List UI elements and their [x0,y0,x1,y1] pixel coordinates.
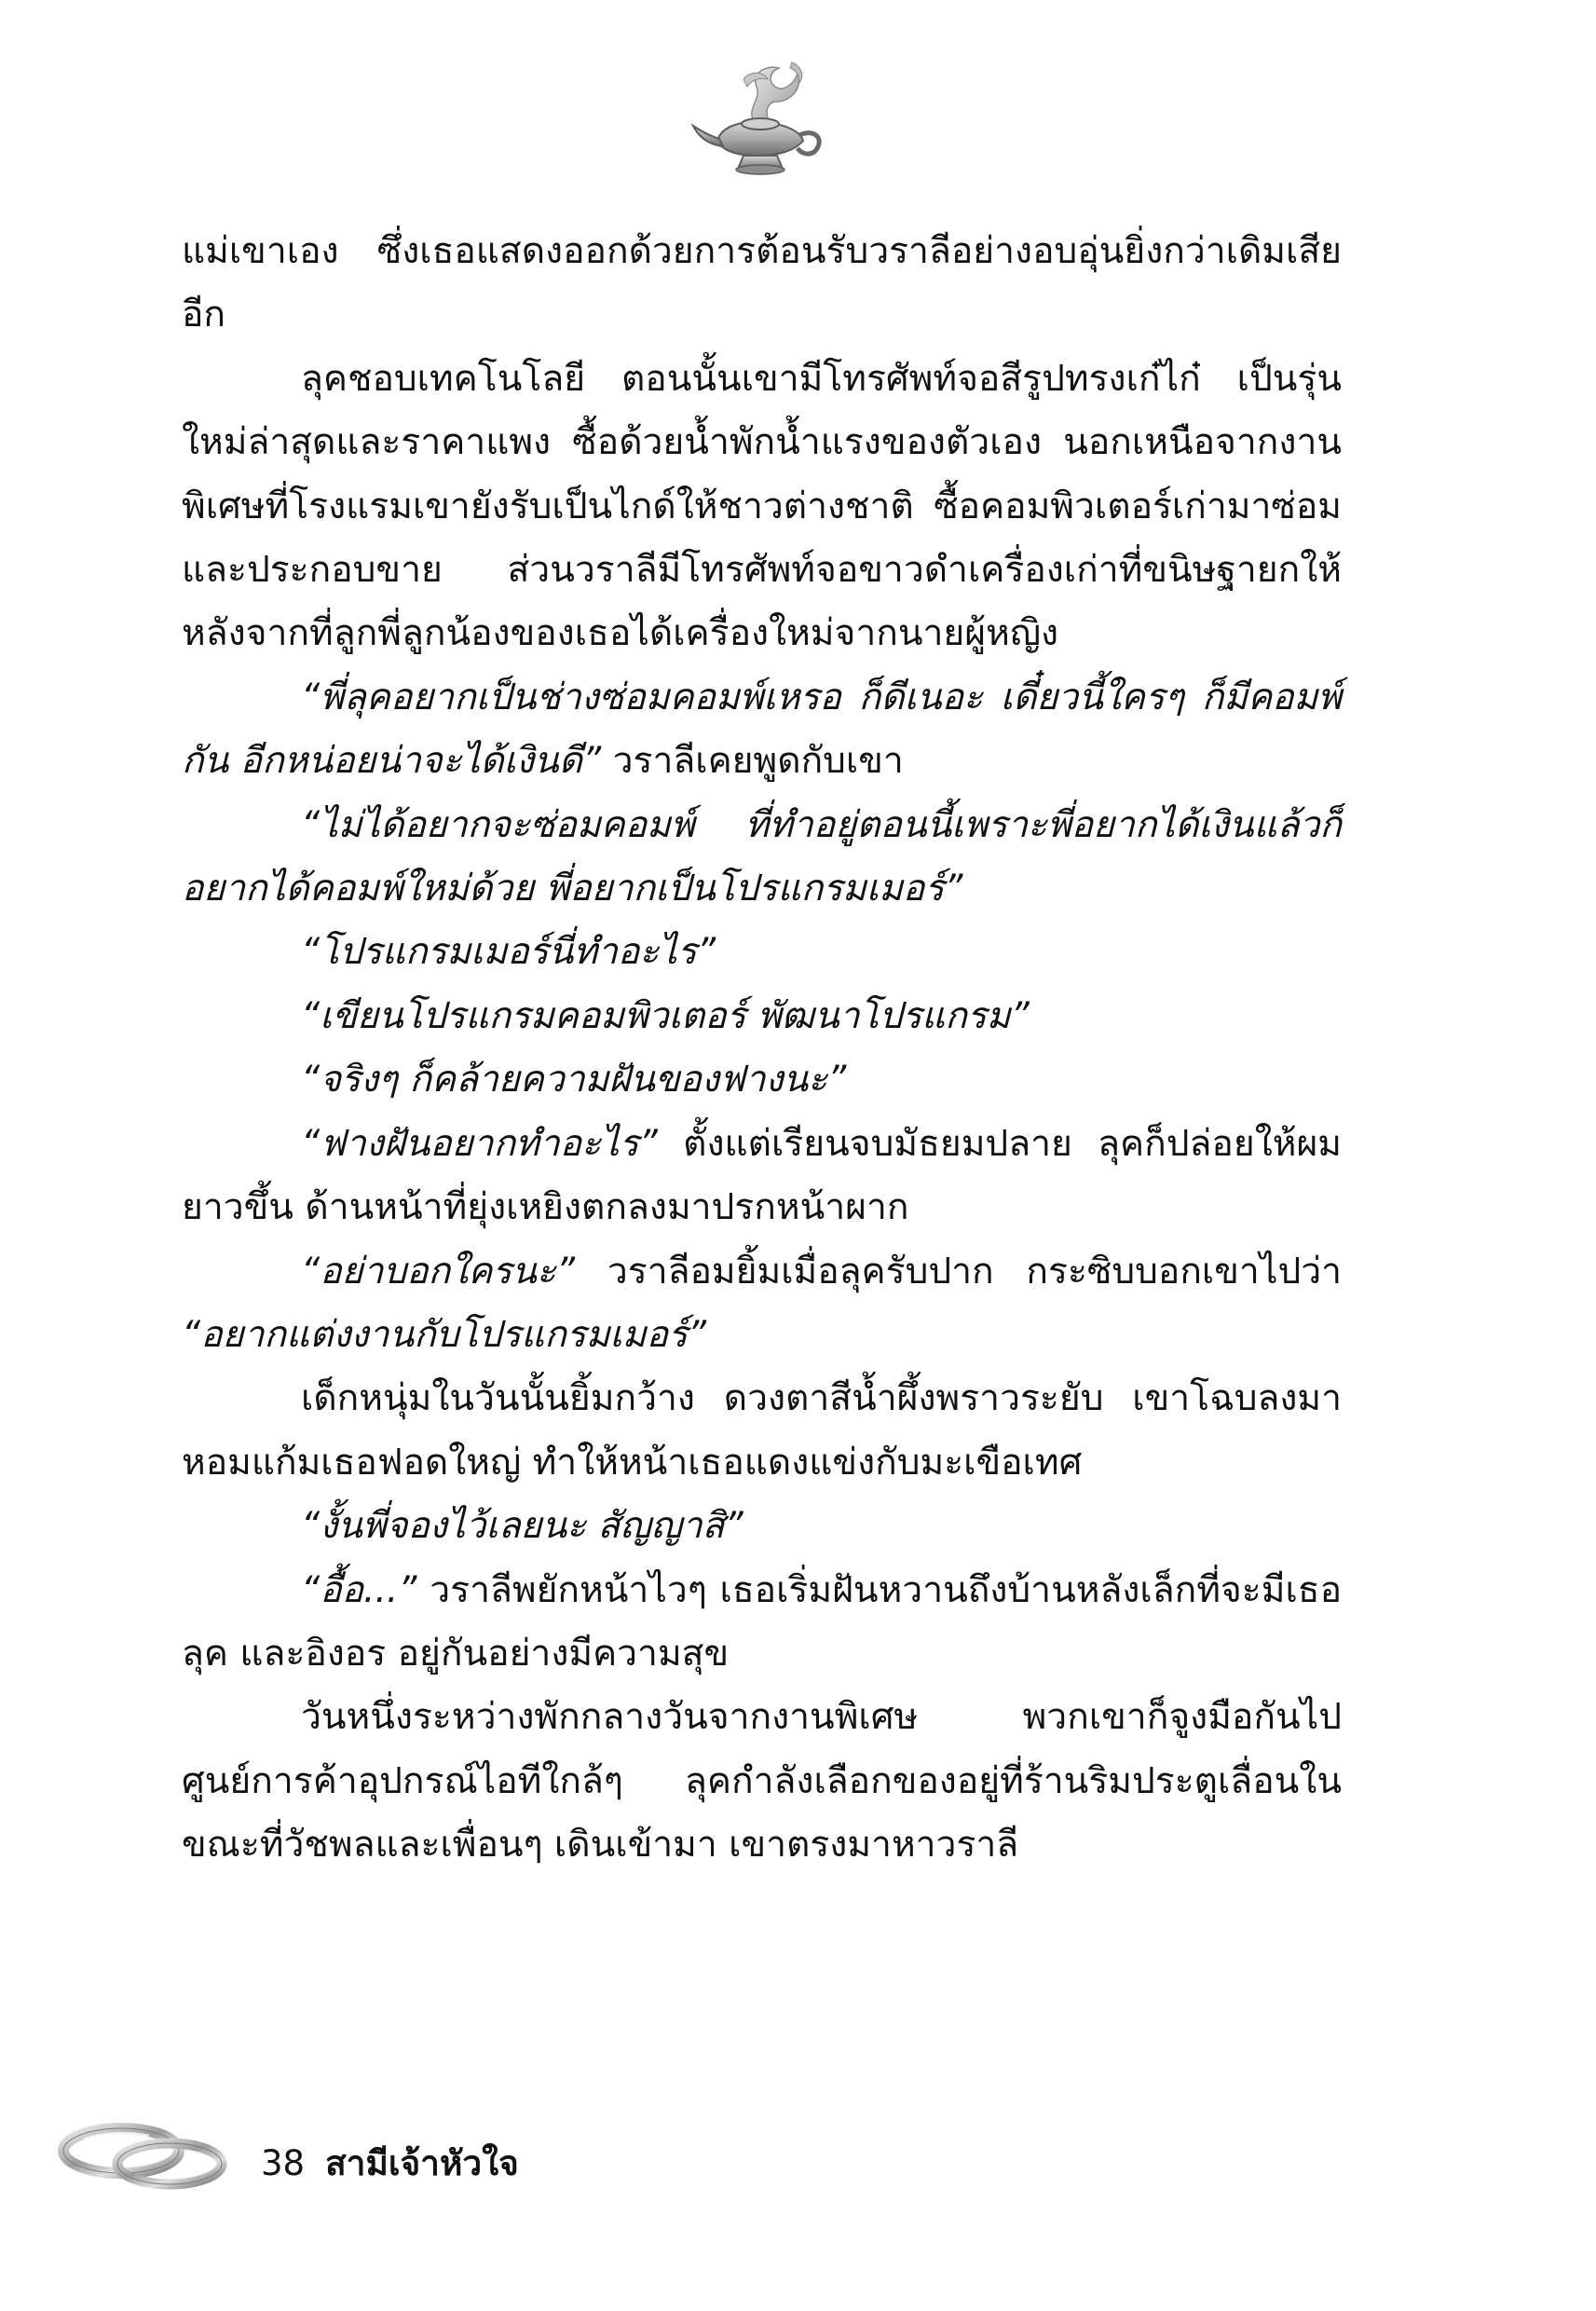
page-number: 38 [261,2143,306,2183]
dialogue-text: “อย่าบอกใครนะ” [301,1250,576,1292]
paragraph [182,1367,1342,1495]
dialogue-text: “เขียนโปรแกรมคอมพิวเตอร์ พัฒนาโปรแกรม” [301,994,1030,1037]
paragraph [182,985,1342,1048]
narration-text: ตั้งแต่เรียนจบมัธยมปลาย ลุคก็ปล่อยให้ผมยาวขึ้น ด้านหน้าที่ยุ่งเหยิงตกลงมาปรกหน้าผาก [182,1122,1342,1229]
paragraph [182,1559,1342,1687]
page-footer [56,2106,801,2208]
paragraph [182,921,1342,984]
dialogue-text: “จริงๆ ก็คล้ายความฝันของฟางนะ” [301,1059,847,1101]
book-title: สามีเจ้าหัวใจ [325,2143,519,2183]
paragraph [182,1048,1342,1112]
body-text [182,220,1342,1878]
footer-label [261,2136,519,2191]
narration-text: วราลีอมยิ้มเมื่อลุครับปาก กระซิบบอกเขาไปว่า [575,1250,1342,1292]
genie-lamp-icon [689,51,829,182]
dialogue-text: “โปรแกรมเมอร์นี่ทำอะไร” [301,931,716,974]
paragraph [182,666,1342,794]
narration-text: วราลีพยักหน้าไวๆ เธอเริ่มฝันหวานถึงบ้านหลังเล็กที่จะมีเธอ ลุค และอิงอร อยู่กันอย่างมีความสุข [182,1568,1342,1675]
dialogue-text: “พี่ลุคอยากเป็นช่างซ่อมคอมพ์เหรอ ก็ดีเนอะ เดี๋ยวนี้ใครๆ ก็มีคอมพ์กัน อีกหน่อยน่าจะได้เงินดี” [182,676,1342,783]
paragraph [182,1113,1342,1240]
dialogue-text: “อยากแต่งงานกับโปรแกรมเมอร์” [182,1313,707,1356]
narration-text: ลุคชอบเทคโนโลยี ตอนนั้นเขามีโทรศัพท์จอสีรูปทรงเก๋ไก๋ เป็นรุ่นใหม่ล่าสุดและราคาแพง ซื้อด้วยน้ำพักน้ำแรงของตัวเอง นอกเหนือจากงานพิเศษที่โรงแรมเขายังรับเป็นไกด์ให้ชาวต่างชาติ ซื้อคอมพิวเตอร์เก่ามาซ่อมและประกอบขาย ส่วนวราลีมีโทรศัพท์จอขาวดำเครื่องเก่าที่ขนิษฐายกให้ หลังจากที่ลูกพี่ลูกน้องของเธอได้เครื่องใหม่จากนายผู้หญิง [182,357,1342,655]
dialogue-text: “อื้อ...” [301,1568,417,1611]
paragraph [182,1686,1342,1877]
dialogue-text: “งั้นพี่จองไว้เลยนะ สัญญาสิ” [301,1505,743,1548]
dialogue-text: “ฟางฝันอยากทำอะไร” [301,1122,658,1165]
paragraph [182,1240,1342,1368]
narration-text: เด็กหนุ่มในวันนั้นยิ้มกว้าง ดวงตาสีน้ำผึ้งพราวระยับ เขาโฉบลงมาหอมแก้มเธอฟอดใหญ่ ทำให้หน้าเธอแดงแข่งกับมะเขือเทศ [182,1377,1342,1484]
dialogue-text: “ไม่ได้อยากจะซ่อมคอมพ์ ที่ทำอยู่ตอนนี้เพราะพี่อยากได้เงินแล้วก็อยากได้คอมพ์ใหม่ด้วย พี่อยากเป็นโปรแกรมเมอร์” [182,803,1342,910]
paragraph [182,220,1342,348]
paragraph [182,794,1342,922]
narration-text: วราลีเคยพูดกับเขา [601,740,904,783]
paragraph [182,1495,1342,1558]
wedding-rings-icon [56,2106,233,2199]
narration-text: วันหนึ่งระหว่างพักกลางวันจากงานพิเศษ พวกเขาก็จูงมือกันไปศูนย์การค้าอุปกรณ์ไอทีใกล้ๆ ลุคกำลังเลือกของอยู่ที่ร้านริมประตูเลื่อนในขณะที่วัชพลและเพื่อนๆ เดินเข้ามา เขาตรงมาหาวราลี [182,1696,1342,1867]
paragraph [182,348,1342,666]
narration-text: แม่เขาเอง ซึ่งเธอแสดงออกด้วยการต้อนรับวราลีอย่างอบอุ่นยิ่งกว่าเดิมเสียอีก [182,230,1342,336]
